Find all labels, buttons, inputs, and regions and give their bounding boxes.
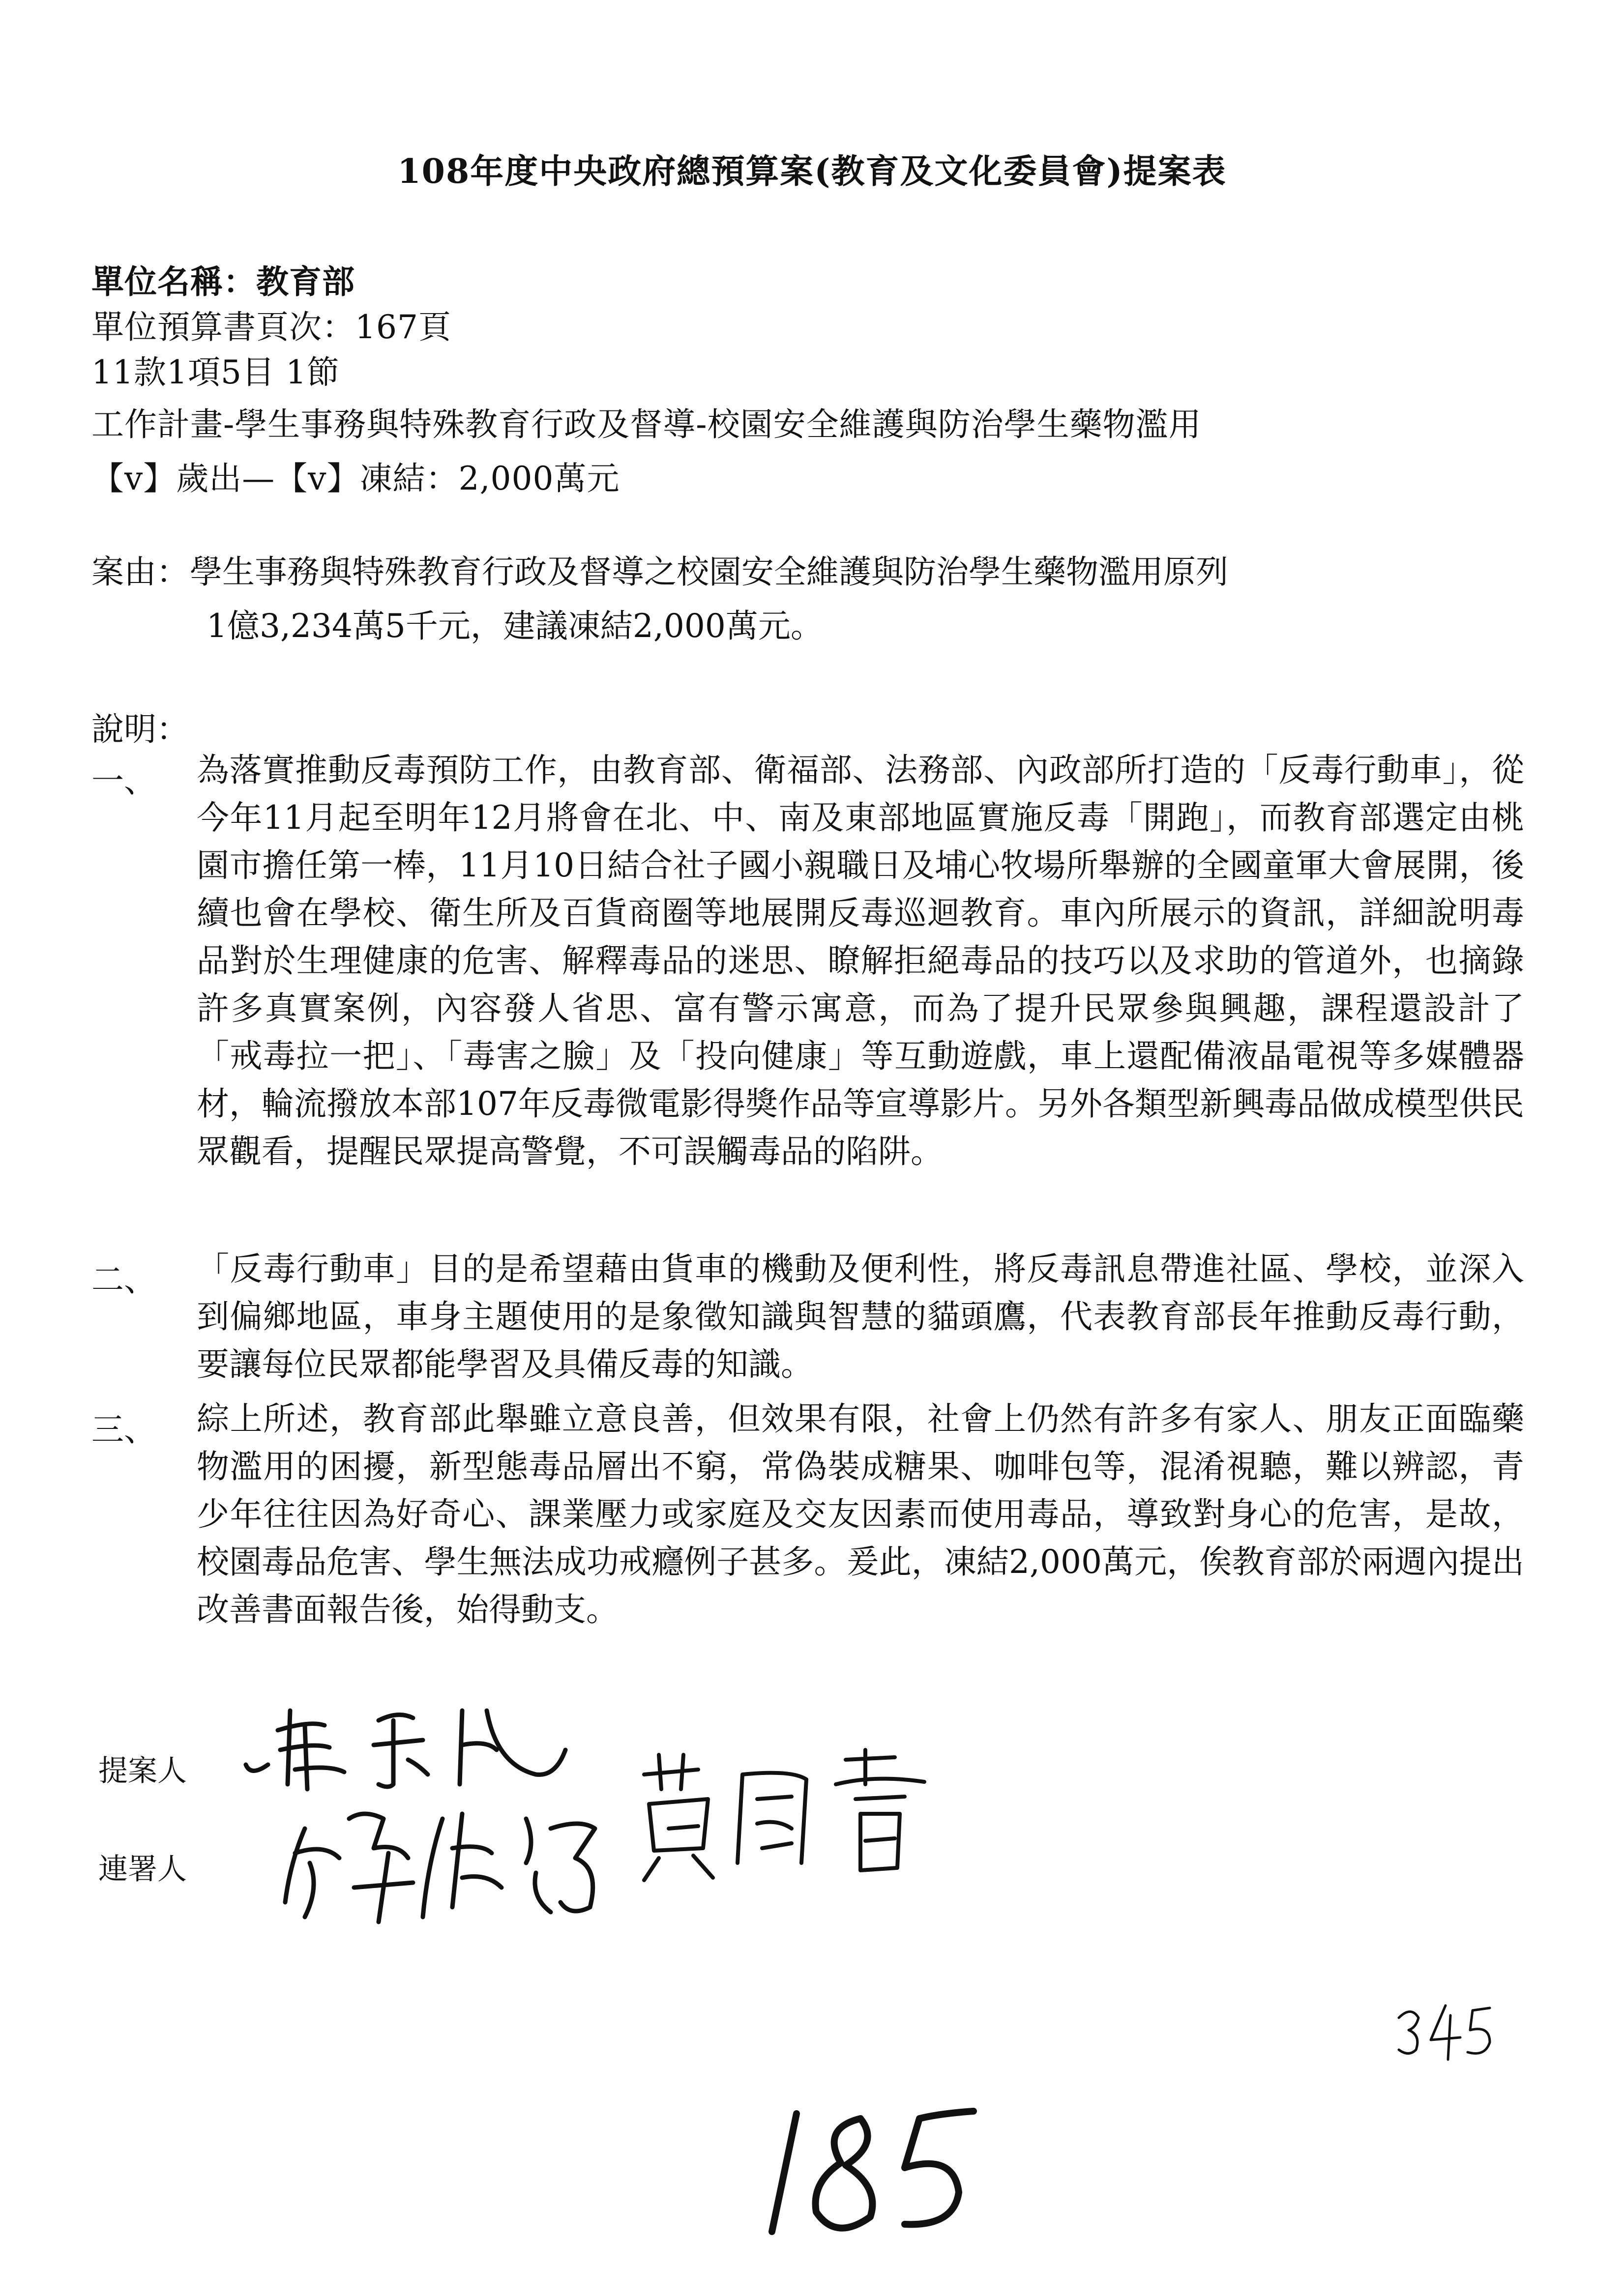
item-number-3: 三、: [91, 1411, 156, 1449]
handwritten-page-number: [742, 2099, 998, 2246]
proposer-signature: [231, 1691, 575, 1804]
item-number-2: 二、: [91, 1261, 156, 1299]
reason-line-1: 學生事務與特殊教育行政及督導之校園安全維護與防治學生藥物濫用原列: [190, 553, 1228, 591]
item-text-2: 「反毒行動車」目的是希望藉由貨車的機動及便利性，將反毒訊息帶進社區、學校，並深入到偏鄉地區，車身主題使用的是象徵知識與智慧的貓頭鷹，代表教育部長年推動反毒行動，要讓每位民眾都能學習及具備反毒的知識。: [197, 1250, 1524, 1383]
item-text-1: 為落實推動反毒預防工作，由教育部、衛福部、法務部、內政部所打造的「反毒行動車」，從今年11月起至明年12月將會在北、中、南及東部地區實施反毒「開跑」，而教育部選定由桃園市擔任第一棒，11月10日結合社子國小親職日及埔心牧場所舉辦的全國童軍大會展開，後續也會在學校、衛生所及百貨商圈等地展開反毒巡迴教育。車內所展示的資訊，詳細說明毒品對於生理健康的危害、解釋毒品的迷思、瞭解拒絕毒品的技巧以及求助的管道外，也摘錄許多真實案例，內容發人省思、富有警示寓意，而為了提升民眾參與興趣，課程還設計了「戒毒拉一把」、「毒害之臉」及「投向健康」等互動遊戲，車上還配備液晶電視等多媒體器材，輪流撥放本部107年反毒微電影得獎作品等宣導影片。另外各類型新興毒品做成模型供民眾觀看，提醒民眾提高警覺，不可誤觸毒品的陷阱。: [197, 751, 1524, 1170]
document-title: 108年度中央政府總預算案(教育及文化委員會)提案表: [397, 152, 1227, 191]
budget-page: 單位預算書頁次：167頁: [91, 308, 451, 346]
reason-label: 案由：: [91, 553, 189, 591]
proposer-label: 提案人: [98, 1754, 187, 1788]
handwritten-corner-number: [1391, 1996, 1500, 2064]
item-text-3: 綜上所述，教育部此舉雖立意良善，但效果有限，社會上仍然有許多有家人、朋友正面臨藥物濫用的困擾，新型態毒品層出不窮，常偽裝成糖果、咖啡包等，混淆視聽，難以辨認，青少年往往因為好奇心、課業壓力或家庭及交友因素而使用毒品，導致對身心的危害，是故，校園毒品危害、學生無法成功戒癮例子甚多。爰此，凍結2,000萬元，俟教育部於兩週內提出改善書面報告後，始得動支。: [197, 1400, 1524, 1628]
item-code: 11款1項5目 1節: [91, 353, 340, 391]
cosigner-signature-2: [629, 1740, 964, 1888]
cosigner-label: 連署人: [98, 1852, 187, 1887]
unit-name: 單位名稱：教育部: [91, 262, 355, 301]
freeze-line: 【v】歲出—【v】凍結：2,000萬元: [91, 460, 620, 497]
work-plan: 工作計畫-學生事務與特殊教育行政及督導-校園安全維護與防治學生藥物濫用: [91, 406, 1202, 443]
reason-line-2: 1億3,234萬5千元，建議凍結2,000萬元。: [207, 607, 823, 645]
explanation-label: 說明：: [91, 710, 189, 748]
cosigner-signature-1: [275, 1789, 620, 1937]
item-number-1: 一、: [91, 762, 156, 800]
